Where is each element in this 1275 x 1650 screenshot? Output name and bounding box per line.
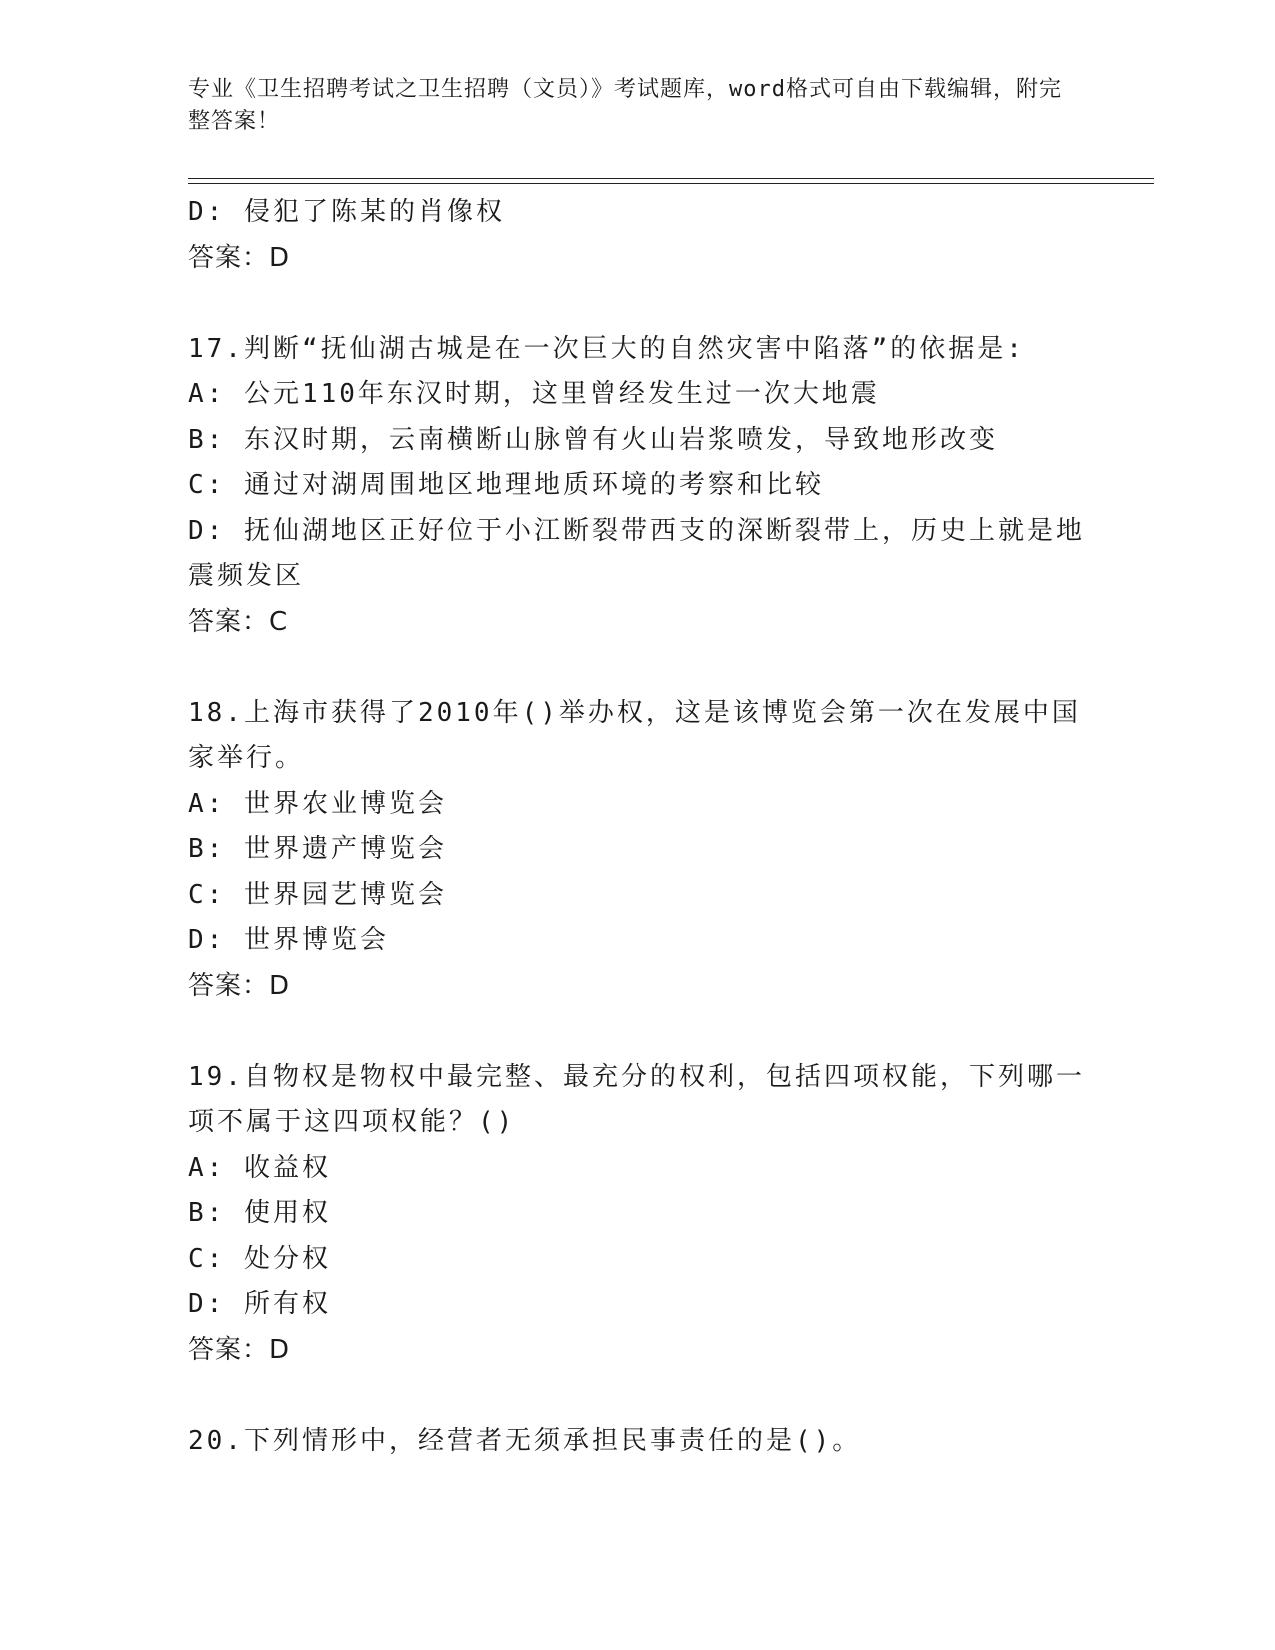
answer-line: 答案：D [188,242,291,273]
header-rule-top [188,178,1154,179]
document-header: 专业《卫生招聘考试之卫生招聘（文员）》考试题库，word格式可自由下载编辑，附完整答案！ [188,77,1062,134]
question-stem: 18.上海市获得了2010年()举办权，这是该博览会第一次在发展中国家举行。 [188,697,1081,773]
header-rule-bottom [188,183,1154,184]
question-stem: 17.判断“抚仙湖古城是在一次巨大的自然灾害中陷落”的依据是: [188,333,1025,364]
option-c: C: 处分权 [188,1243,331,1274]
option-a: A: 公元110年东汉时期，这里曾经发生过一次大地震 [188,379,880,409]
question-block [188,1055,1088,1374]
spacer [188,1009,1088,1055]
document-body [188,190,1088,1464]
option-b: B: 使用权 [188,1198,331,1228]
question-stem: 19.自物权是物权中最完整、最充分的权利，包括四项权能，下列哪一项不属于这四项权能？() [188,1061,1085,1137]
spacer [188,281,1088,327]
question-block [188,691,1088,1010]
option-d: D: 所有权 [188,1289,331,1319]
option-b: B: 世界遗产博览会 [188,834,447,864]
option-c: C: 世界园艺博览会 [188,879,447,910]
question-stem: 20.下列情形中，经营者无须承担民事责任的是()。 [188,1425,862,1456]
option-c: C: 通过对湖周围地区地理地质环境的考察和比较 [188,470,824,500]
question-block [188,1419,1088,1465]
spacer [188,1373,1088,1419]
option-d: D: 世界博览会 [188,925,389,955]
answer-line: 答案：D [188,1334,291,1365]
answer-line: 答案：C [188,606,289,637]
answer-line: 答案：D [188,970,291,1001]
option-d: D: 抚仙湖地区正好位于小江断裂带西支的深断裂带上，历史上就是地震频发区 [188,515,1085,591]
option-b: B: 东汉时期，云南横断山脉曾有火山岩浆喷发，导致地形改变 [188,424,998,455]
option-a: A: 收益权 [188,1152,331,1183]
spacer [188,645,1088,691]
option-a: A: 世界农业博览会 [188,788,447,819]
option-d: D: 侵犯了陈某的肖像权 [188,197,505,227]
question-block [188,327,1088,646]
